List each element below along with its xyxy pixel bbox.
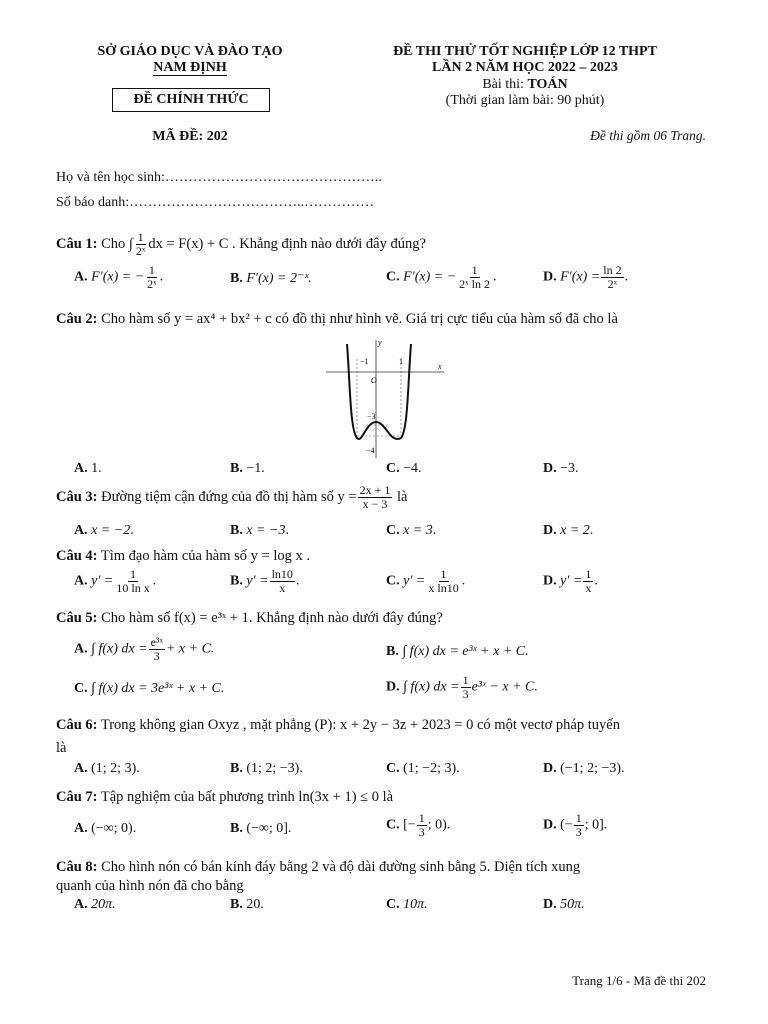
q2-choice-d: D. −3. (543, 461, 579, 476)
q5-choice-a: A. ∫ f(x) dx = $\frac{\text{e³ˣ}}{3}$ + x + C. (74, 635, 215, 663)
question-8-line-2: quanh của hình nón đã cho bằng (56, 878, 244, 894)
q1-choice-b: B. F′(x) = 2⁻ˣ. (230, 271, 312, 286)
q7-choice-c: C. [− $\frac{1}{3}$ ; 0). (386, 811, 451, 839)
q7-choice-b: B. (−∞; 0]. (230, 821, 292, 836)
question-1: Câu 1: Cho ∫ $\frac{1}{\text{2ˣ}}$ dx = F(x) + C . Khẳng định nào dưới đây đúng? (56, 230, 426, 258)
question-6-line-2: là (56, 740, 67, 756)
q2-choice-b: B. −1. (230, 461, 265, 476)
q3-choice-d: D. x = 2. (543, 523, 594, 538)
question-2: Câu 2: Cho hàm số y = ax⁴ + bx² + c có đồ thị như hình vẽ. Giá trị cực tiểu của hàm số đã cho là (56, 311, 618, 327)
duration: (Thời gian làm bài: 90 phút) (445, 93, 605, 108)
x-minus-1-label: −1 (360, 357, 369, 366)
q6-choice-a: A. (1; 2; 3). (74, 761, 140, 776)
q2-choice-c: C. −4. (386, 461, 422, 476)
department-line-2: NAM ĐỊNH (153, 60, 227, 75)
q4-choice-d: D. y′ = $\frac{1}{x}$ . (543, 567, 598, 595)
q6-choice-b: B. (1; 2; −3). (230, 761, 303, 776)
exam-code: MÃ ĐỀ: 202 (152, 129, 228, 144)
quartic-graph (322, 336, 448, 460)
q8-choice-d: D. 50π. (543, 897, 585, 912)
q8-choice-b: B. 20. (230, 897, 264, 912)
subject-line: Bài thi: TOÁN (482, 77, 568, 92)
department-line-1: SỞ GIÁO DỤC VÀ ĐÀO TẠO (97, 44, 283, 59)
question-8: Câu 8: Cho hình nón có bán kính đáy bằng 2 và độ dài đường sinh bằng 5. Diện tích xung (56, 859, 581, 875)
x-axis-label: x (438, 362, 442, 371)
q4-choice-b: B. y′ = $\frac{\ln 10}{x}$ . (230, 567, 300, 595)
q5-choice-d: D. ∫ f(x) dx = $\frac{1}{3}$ e³ˣ − x + C. (386, 673, 538, 701)
y-minus-3-label: −3 (367, 412, 376, 421)
q1-choice-c: C. F′(x) = − $\frac{1}{\text{2ˣ ln 2}}$ . (386, 263, 497, 291)
exam-round: LẦN 2 NĂM HỌC 2022 – 2023 (432, 60, 618, 75)
exam-title-block (360, 44, 690, 76)
q8-choice-c: C. 10π. (386, 897, 428, 912)
q8-choice-a: A. 20π. (74, 897, 116, 912)
student-name-field: Họ và tên học sinh:……………………………………….. (56, 170, 382, 185)
y-axis-label: y (378, 338, 382, 347)
q4-choice-c: C. y′ = $\frac{1}{\text{x ln10}}$ . (386, 567, 466, 595)
y-minus-4-label: −4 (366, 446, 375, 455)
q7-choice-a: A. (−∞; 0). (74, 821, 137, 836)
origin-label: O (371, 376, 377, 385)
official-label: ĐỀ CHÍNH THỨC (133, 92, 249, 107)
question-3: Câu 3: Đường tiệm cận đứng của đồ thị hàm số y = $\frac{2x + 1}{x - 3}$ là (56, 483, 408, 511)
q5-choice-c: C. ∫ f(x) dx = 3e³ˣ + x + C. (74, 681, 225, 696)
q1-choice-d: D. F′(x) = $\frac{\ln 2}{\text{2ˣ}}$ . (543, 263, 629, 291)
question-5: Câu 5: Cho hàm số f(x) = e³ˣ + 1. Khẳng định nào dưới đây đúng? (56, 610, 443, 626)
q6-choice-d: D. (−1; 2; −3). (543, 761, 625, 776)
q4-choice-a: A. y′ = $\frac{1}{\text{10 ln x}}$ . (74, 567, 157, 595)
q6-choice-c: C. (1; −2; 3). (386, 761, 460, 776)
department-title (60, 44, 320, 76)
pages-note: Đề thi gồm 06 Trang. (590, 128, 706, 143)
x-1-label: 1 (399, 357, 403, 366)
question-4: Câu 4: Tìm đạo hàm của hàm số y = log x . (56, 548, 310, 564)
question-6: Câu 6: Trong không gian Oxyz , mặt phẳng (P): x + 2y − 3z + 2023 = 0 có một vectơ pháp tuyến (56, 717, 620, 733)
subject: TOÁN (527, 77, 568, 92)
q3-choice-c: C. x = 3. (386, 523, 437, 538)
q3-choice-a: A. x = −2. (74, 523, 134, 538)
q2-choice-a: A. 1. (74, 461, 102, 476)
official-exam-box (112, 88, 270, 112)
exam-title: ĐỀ THI THỬ TỐT NGHIỆP LỚP 12 THPT (393, 44, 657, 59)
q1-choice-a: A. F′(x) = − $\frac{1}{\text{2ˣ}}$ . (74, 263, 164, 291)
page-footer: Trang 1/6 - Mã đề thi 202 (572, 973, 706, 988)
q7-choice-d: D. (− $\frac{1}{3}$ ; 0]. (543, 811, 608, 839)
question-7: Câu 7: Tập nghiệm của bất phương trình ln(3x + 1) ≤ 0 là (56, 789, 394, 805)
q5-choice-b: B. ∫ f(x) dx = e³ˣ + x + C. (386, 644, 529, 659)
student-id-field: Số báo danh:………………………………..…………… (56, 195, 375, 210)
q3-choice-b: B. x = −3. (230, 523, 289, 538)
